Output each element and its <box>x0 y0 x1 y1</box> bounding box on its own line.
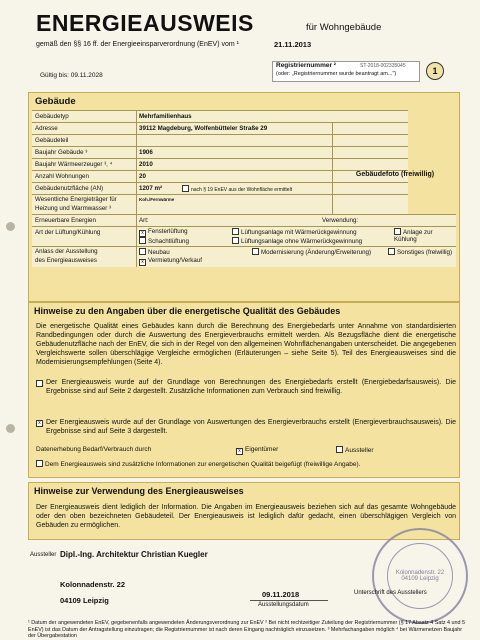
vent-cooling-label: Anlage zur Kühlung <box>394 229 433 243</box>
vent-no-recovery-label: Lüftungsanlage ohne Wärmerückgewinnung <box>241 238 363 245</box>
attachment-option <box>36 460 360 468</box>
data-collection-label: Datenerhebung Bedarf/Verbrauch durch <box>36 446 152 453</box>
issuer-option-label: Aussteller <box>345 447 374 454</box>
reason-new-label: Neubau <box>148 249 170 256</box>
owner-option <box>236 446 278 455</box>
option-consumption-text: Der Energieausweis wurde auf der Grundlage von Auswertungen des Energieverbrauchs erstellt (Energieverbrauchsausweis). Die Ergebnisse sind auf Seite 3 dargestellt. <box>46 419 456 435</box>
checkbox-checked-icon[interactable]: x <box>139 259 146 266</box>
reason-label-2: des Energieausweises <box>35 257 97 264</box>
punch-hole <box>6 222 15 231</box>
reason-modernisation-label: Modernisierung (Änderung/Erweiterung) <box>261 249 372 256</box>
floor-area-option-label: nach § 19 EnEV aus der Wohnfläche ermittelt <box>191 187 293 193</box>
attachment-label: Dem Energieausweis sind zusätzliche Informationen zur energetischen Qualität beigefügt (freiwillige Angabe). <box>45 461 361 468</box>
usage-hints-header: Hinweise zur Verwendung des Energieausweises <box>34 486 244 496</box>
building-photo-placeholder: Gebäudefoto (freiwillig) <box>332 122 457 226</box>
renewables-use: Verwendung: <box>322 217 359 224</box>
energy-carrier-value: Koh./Fernwärme <box>139 197 175 202</box>
valid-until: Gültig bis: 09.11.2028 <box>40 72 103 79</box>
option-consumption-certificate <box>38 418 456 438</box>
owner-label: Eigentümer <box>245 446 279 453</box>
issuer-label: Aussteller <box>30 552 57 558</box>
checkbox-icon[interactable] <box>182 185 189 192</box>
ventilation-label: Art der Lüftung/Kühlung <box>35 229 101 236</box>
vent-no-recovery <box>232 237 362 245</box>
row-value: Mehrfamilienhaus <box>139 113 192 120</box>
law-reference: gemäß den §§ 16 ff. der Energieeinsparverordnung (EnEV) vom ¹ <box>36 41 239 48</box>
quality-hints-header: Hinweise zu den Angaben über die energetische Qualität des Gebäudes <box>34 306 341 316</box>
row-value: 1906 <box>139 149 153 156</box>
reason-other <box>388 248 454 257</box>
reason-new <box>139 248 170 256</box>
registration-note: (oder: „Registriernummer wurde beantragt am...") <box>276 71 397 77</box>
checkbox-checked-icon[interactable]: x <box>139 230 146 237</box>
row-label: Baujahr Gebäude ³ <box>35 149 88 156</box>
option-demand-text: Der Energieausweis wurde auf der Grundlage von Berechnungen des Energiebedarfs erstellt (Energiebedarfsausweis). Die Ergebnisse sind auf Seite 2 dargestellt. Zusätzliche Informationen zum Verbrauch sind freiwillig. <box>46 379 456 395</box>
registration-number: ST-2018-002335045 <box>360 63 406 69</box>
law-date: 21.11.2013 <box>274 40 312 49</box>
row-reason <box>32 246 456 267</box>
row-label: Gebäudenutzfläche (AN) <box>35 185 104 192</box>
usage-hints-paragraph: Der Energieausweis dient lediglich der Information. Die Angaben im Energieausweis beziehen sich auf das gesamte Wohngebäude oder den oben bezeichneten Gebäudeteil. Der Energieausweis ist lediglich dafür gedacht, einen überschlägigen Vergleich von Gebäuden zu ermöglichen. <box>36 504 456 529</box>
issuer-name: Dipl.-Ing. Architektur Christian Kuegler <box>60 550 208 559</box>
registration-label: Registriernummer ² <box>276 62 336 69</box>
page-number-badge: 1 <box>426 62 444 80</box>
checkbox-icon[interactable] <box>232 228 239 235</box>
checkbox-icon[interactable] <box>394 228 401 235</box>
row-value: 2010 <box>139 161 153 168</box>
punch-hole <box>6 424 15 433</box>
row-label: Gebäudetyp <box>35 113 69 120</box>
checkbox-icon[interactable] <box>336 446 343 453</box>
issuer-option <box>336 446 374 454</box>
floor-area-option <box>182 185 292 193</box>
vent-cooling <box>394 228 454 243</box>
reason-modernisation <box>252 248 372 257</box>
date-line <box>250 600 328 601</box>
row-label: Gebäudeteil <box>35 137 69 144</box>
row-value: 39112 Magdeburg, Wolfenbütteler Straße 29 <box>139 125 268 132</box>
reason-rent-sale <box>139 257 202 266</box>
issue-date: 09.11.2018 <box>262 590 300 599</box>
row-ventilation <box>32 226 456 247</box>
option-demand-certificate <box>46 378 456 414</box>
issuer-city: 04109 Leipzig <box>60 596 109 605</box>
row-value: 20 <box>139 173 146 180</box>
checkbox-icon[interactable] <box>36 460 43 467</box>
row-label: Anzahl Wohnungen <box>35 173 89 180</box>
issue-date-label: Ausstellungsdatum <box>258 602 309 608</box>
checkbox-icon[interactable] <box>232 237 239 244</box>
reason-other-label: Sonstiges (freiwillig) <box>397 249 453 256</box>
energy-carrier-label: Wesentliche Energieträger für <box>35 196 117 203</box>
checkbox-icon[interactable] <box>139 248 146 255</box>
stamp-inner: Kolonnadenstr. 22 04109 Leipzig <box>387 543 453 609</box>
document-title: ENERGIEAUSWEIS <box>36 10 254 36</box>
vent-window-label: Fensterlüftung <box>148 228 188 235</box>
issuer-street: Kolonnadenstr. 22 <box>60 580 126 589</box>
vent-shaft <box>139 237 189 245</box>
signature-label: Unterschrift des Ausstellers <box>354 590 427 596</box>
vent-window <box>139 228 188 237</box>
energy-carrier-label-2: Heizung und Warmwasser ³ <box>35 205 112 212</box>
vent-recovery <box>232 228 357 236</box>
document-subtitle: für Wohngebäude <box>306 22 382 33</box>
row-label: Baujahr Wärmeerzeuger ³, ⁴ <box>35 161 113 168</box>
reason-rent-sale-label: Vermietung/Verkauf <box>148 257 203 264</box>
checkbox-icon[interactable] <box>388 248 395 255</box>
checkbox-icon[interactable] <box>252 248 259 255</box>
row-label: Adresse <box>35 125 58 132</box>
building-header: Gebäude <box>35 96 76 107</box>
footnotes: ¹ Datum der angewendeten EnEV, gegebenenfalls angewendeten Änderungsverordnung zur EnEV ² Bei nicht rechtzeitiger Zuteilung der Registriernummer (§ 17 Absatz 4 Satz 4 und 5 EnEV) ist das Datum der Antragstellung einzutragen; die Registriernummer ist nach deren Eingang nachträglich einzusetzen. ³ Mehrfachangaben möglich ⁴ bei Wärmenetzen Baujahr der Übergabestation <box>28 620 466 639</box>
renewables-label: Erneuerbare Energien <box>35 217 96 224</box>
checkbox-icon[interactable] <box>139 237 146 244</box>
row-value: 1207 m² <box>139 185 163 192</box>
checkbox-checked-icon[interactable]: x <box>236 448 243 455</box>
renewables-type: Art: <box>139 217 149 224</box>
quality-hints-paragraph: Die energetische Qualität eines Gebäudes kann durch die Berechnung des Energiebedarfs unter Annahme von standardisierten Randbedingungen oder durch die Auswertung des Energieverbrauchs ermittelt werden. Als Bezugsfläche dient die energetische Gebäudenutzfläche nach der EnEV, die sich in der Regel von den allgemeinen Wohnflächenangaben unterscheidet. Die angegebenen Vergleichswerte sollen überschlägige Vergleiche ermöglichen (Erläuterungen – siehe Seite 5). Teil des Energieausweises sind die Modernisierungsempfehlungen (Seite 4). <box>36 323 456 366</box>
reason-label: Anlass der Ausstellung <box>35 248 98 255</box>
vent-recovery-label: Lüftungsanlage mit Wärmerückgewinnung <box>241 229 357 236</box>
issuer-stamp <box>372 528 468 624</box>
checkbox-checked-icon[interactable]: x <box>36 420 43 427</box>
vent-shaft-label: Schachtlüftung <box>148 238 189 245</box>
checkbox-icon[interactable] <box>36 380 43 387</box>
